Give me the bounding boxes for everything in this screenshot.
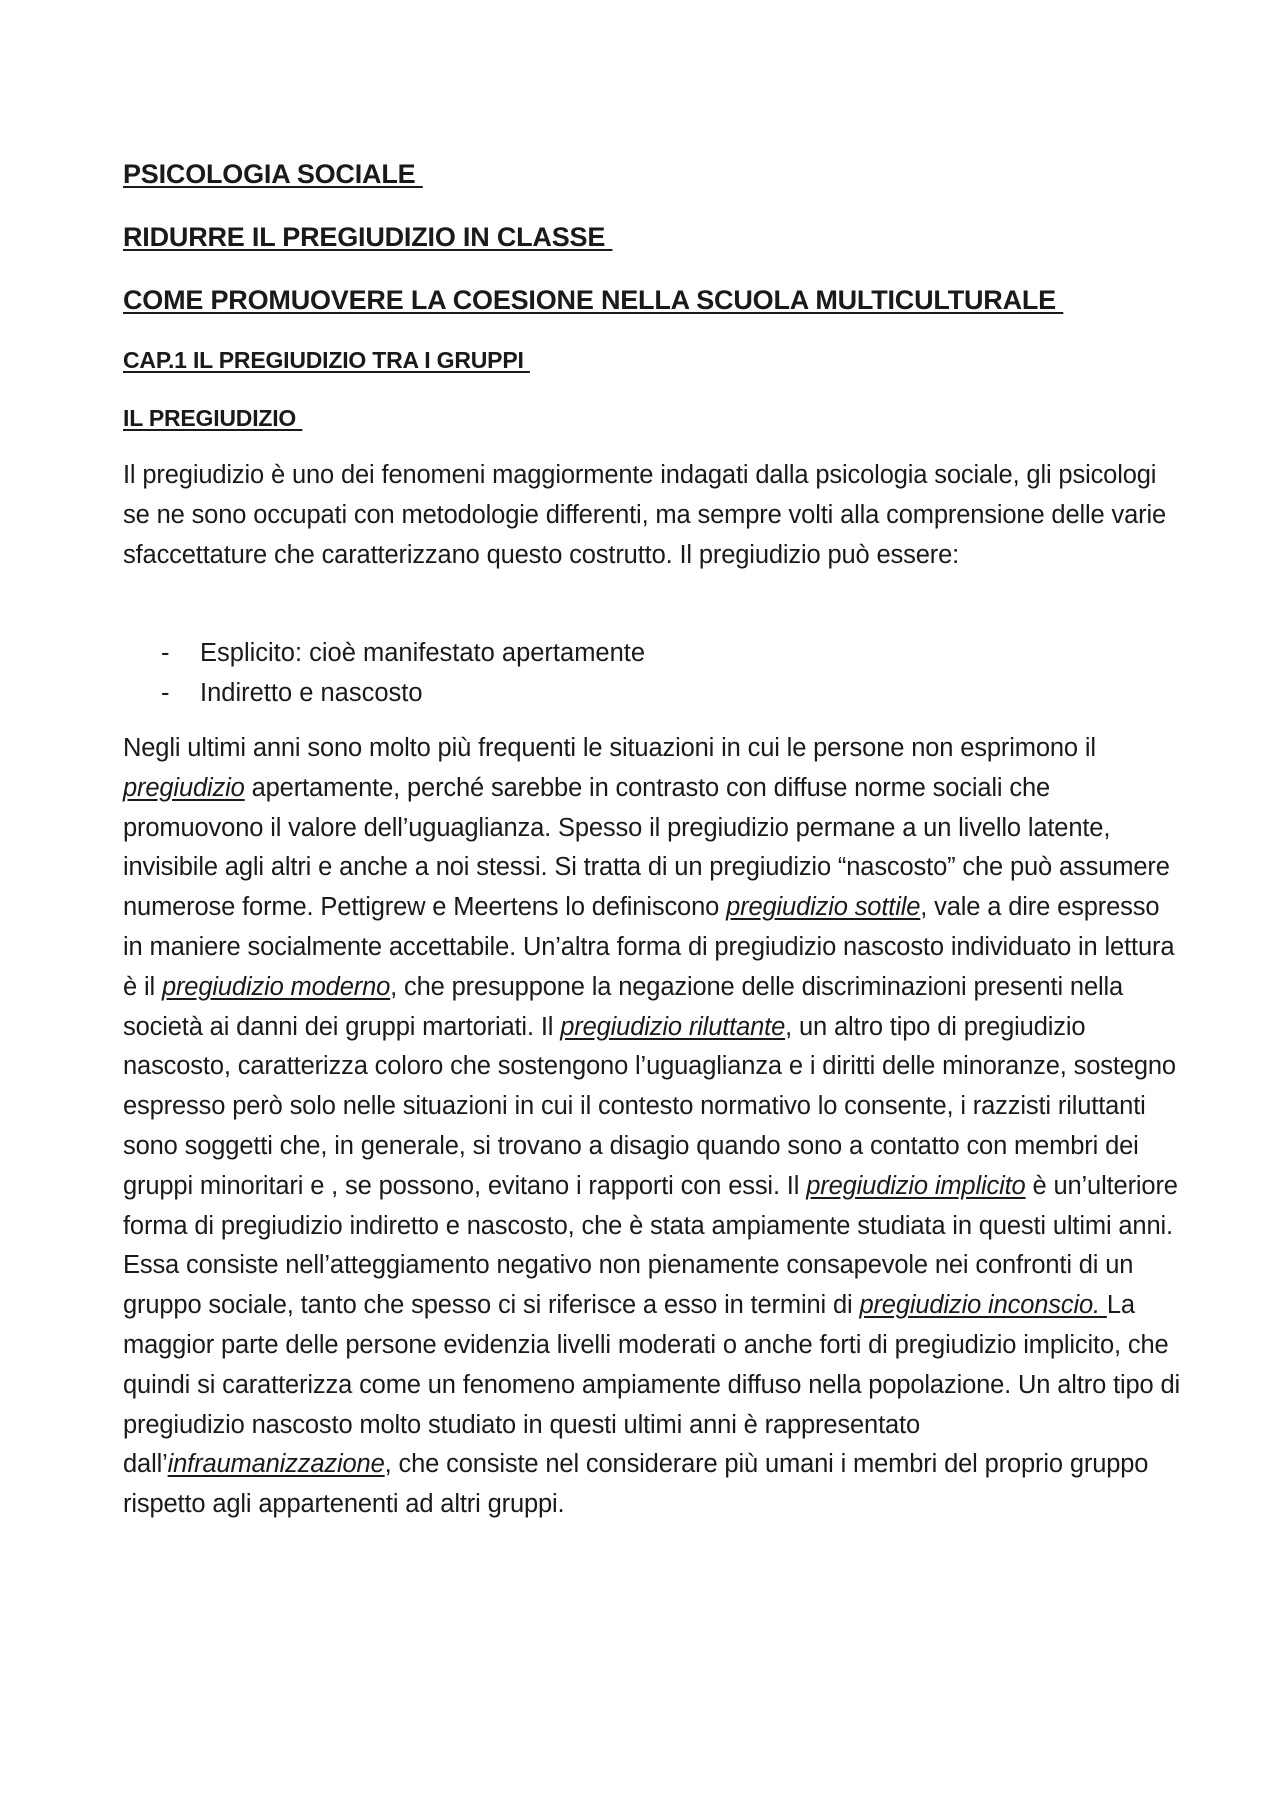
list-item (123, 674, 645, 714)
list-marker: - (161, 678, 170, 707)
paragraph-text: La maggior parte delle persone evidenzia livelli moderati o anche forti di pregiudizio implicito, che quindi si caratterizza come un fenomeno ampiamente diffuso nella popolazione. Un altro tipo di pregiudizio nascosto molto studiato in questi ultimi anni è rappresentato dall’ (123, 1291, 1181, 1479)
list-marker: - (161, 639, 170, 667)
term-pregiudizio: pregiudizio (123, 773, 245, 802)
term-pregiudizio-inconscio: pregiudizio inconscio. (859, 1291, 1107, 1320)
list-item-text: Indiretto e nascosto (200, 678, 423, 707)
paragraph-text: Negli ultimi anni sono molto più frequenti le situazioni in cui le persone non esprimono il (123, 734, 1096, 762)
paragraph-text: , un altro tipo di pregiudizio nascosto, caratterizza coloro che sostengono l’uguaglianza e i diritti delle minoranze, sostegno espresso però solo nelle situazioni in cui il contesto normativo lo consente, i razzisti riluttanti sono soggetti che, in generale, si trovano a disagio quando sono a contatto con membri dei gruppi minoritari e , se possono, evitano i rapporti con essi. Il (123, 1012, 1176, 1200)
term-pregiudizio-riluttante: pregiudizio riluttante (560, 1012, 786, 1041)
term-pregiudizio-sottile: pregiudizio sottile (726, 893, 921, 922)
paragraph-text: è un’ulteriore forma di pregiudizio indiretto e nascosto, che è stata ampiamente studiata in questi ultimi anni. Essa consiste nell’atteggiamento negativo non pienamente consapevole nei confronti di un gruppo sociale, tanto che spesso ci si riferisce a esso in termini di (123, 1171, 1178, 1320)
prejudice-types-list (123, 634, 645, 714)
section-heading: IL PREGIUDIZIO (123, 405, 303, 431)
term-pregiudizio-implicito: pregiudizio implicito (806, 1171, 1026, 1200)
intro-paragraph: Il pregiudizio è uno dei fenomeni maggiormente indagati dalla psicologia sociale, gli psicologi se ne sono occupati con metodologie differenti, ma sempre volti alla comprensione delle varie sfaccettature che caratterizzano questo costrutto. Il pregiudizio può essere: (123, 461, 1167, 569)
list-item (123, 634, 645, 674)
book-subtitle: COME PROMUOVERE LA COESIONE NELLA SCUOLA MULTICULTURALE (123, 285, 1064, 315)
term-infraumanizzazione: infraumanizzazione (167, 1450, 385, 1479)
body-paragraph (123, 729, 1183, 1525)
term-pregiudizio-moderno: pregiudizio moderno (161, 972, 391, 1001)
paragraph-text: , vale a dire espresso in maniere socialmente accettabile. Un’altra forma di pregiudizio nascosto individuato in lettura è il (123, 893, 1175, 1001)
book-title: RIDURRE IL PREGIUDIZIO IN CLASSE (123, 222, 613, 252)
chapter-heading: CAP.1 IL PREGIUDIZIO TRA I GRUPPI (123, 347, 530, 373)
paragraph-text: apertamente, perché sarebbe in contrasto con diffuse norme sociali che promuovono il valore dell’uguaglianza. Spesso il pregiudizio permane a un livello latente, invisibile agli altri e anche a noi stessi. Si tratta di un pregiudizio “nascosto” che può assumere numerose forme. Pettigrew e Meertens lo definiscono (123, 773, 1170, 922)
list-item-text: Esplicito: cioè manifestato apertamente (200, 639, 646, 667)
document-title: PSICOLOGIA SOCIALE (123, 159, 423, 189)
paragraph-text: , che presuppone la negazione delle discriminazioni presenti nella società ai danni dei gruppi martoriati. Il (123, 972, 1124, 1041)
paragraph-text: , che consiste nel considerare più umani i membri del proprio gruppo rispetto agli appartenenti ad altri gruppi. (123, 1450, 1149, 1519)
